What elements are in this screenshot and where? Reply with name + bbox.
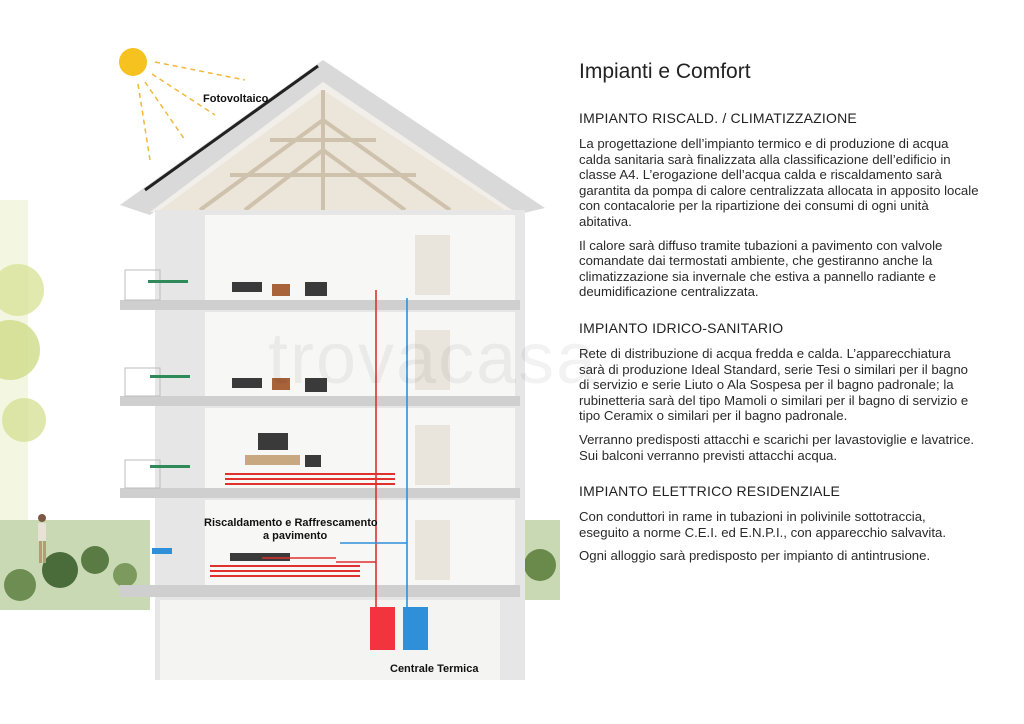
paragraph: Il calore sarà diffuso tramite tubazioni a pavimento con valvole comandate dai termostati ambiente, che gestiranno anche la climatizzazione sia invernale che estiva a pannello radiante e deumidificazione centralizzata. bbox=[579, 237, 943, 300]
paragraph: Rete di distribuzione di acqua fredda e calda. L’apparecchiatura sarà di produzione Ideal Standard, serie Tesi o similari per il bagno di servizio e serie Liuto o Ala Sospesa per il bagno padronale; la rubinetteria sarà del tipo Mamoli o similari per il bagno di servizio e tipo Ceramix o similari per il bagno padronale. bbox=[579, 345, 969, 424]
page-title: Impianti e Comfort bbox=[579, 60, 751, 83]
paragraph: Ogni alloggio sarà predisposto per impianto di antintrusione. bbox=[579, 548, 931, 564]
paragraph: Verranno predisposti attacchi e scarichi per lavastoviglie e lavatrice. Sui balconi verranno previsti attacchi acqua. bbox=[579, 431, 975, 463]
paragraph: Con conduttori in rame in tubazioni in polivinile sottotraccia, eseguito a norme C.E.I. ed E.N.P.I., con apparecchio salvavita. bbox=[579, 509, 947, 540]
paragraph: La progettazione dell’impianto termico e di produzione di acqua calda sanitaria sarà finalizzata alla classificazione dell’edificio in classe A4. L’erogazione dell’acqua calda e riscaldamento sarà garantita da pompa di calore centralizzata allocata in apposito locale con contacalorie per la ripartizione dei consumi di ogni unità abitativa. bbox=[579, 136, 979, 229]
section-idrico bbox=[579, 320, 979, 463]
section-heading: IMPIANTO IDRICO-SANITARIO bbox=[579, 319, 784, 336]
label-radiant-floor-line2: a pavimento bbox=[263, 530, 328, 542]
section-heading: IMPIANTO RISCALD. / CLIMATIZZAZIONE bbox=[579, 110, 857, 126]
section-riscaldamento bbox=[579, 110, 979, 300]
label-radiant-floor-line1: Riscaldamento e Raffrescamento bbox=[204, 517, 378, 529]
label-centrale-termica: Centrale Termica bbox=[390, 663, 479, 675]
label-fotovoltaico: Fotovoltaico bbox=[203, 93, 269, 105]
section-elettrico bbox=[579, 483, 979, 564]
text-column bbox=[579, 60, 979, 584]
vegetation-right bbox=[520, 520, 560, 600]
section-heading: IMPIANTO ELETTRICO RESIDENZIALE bbox=[579, 483, 841, 500]
